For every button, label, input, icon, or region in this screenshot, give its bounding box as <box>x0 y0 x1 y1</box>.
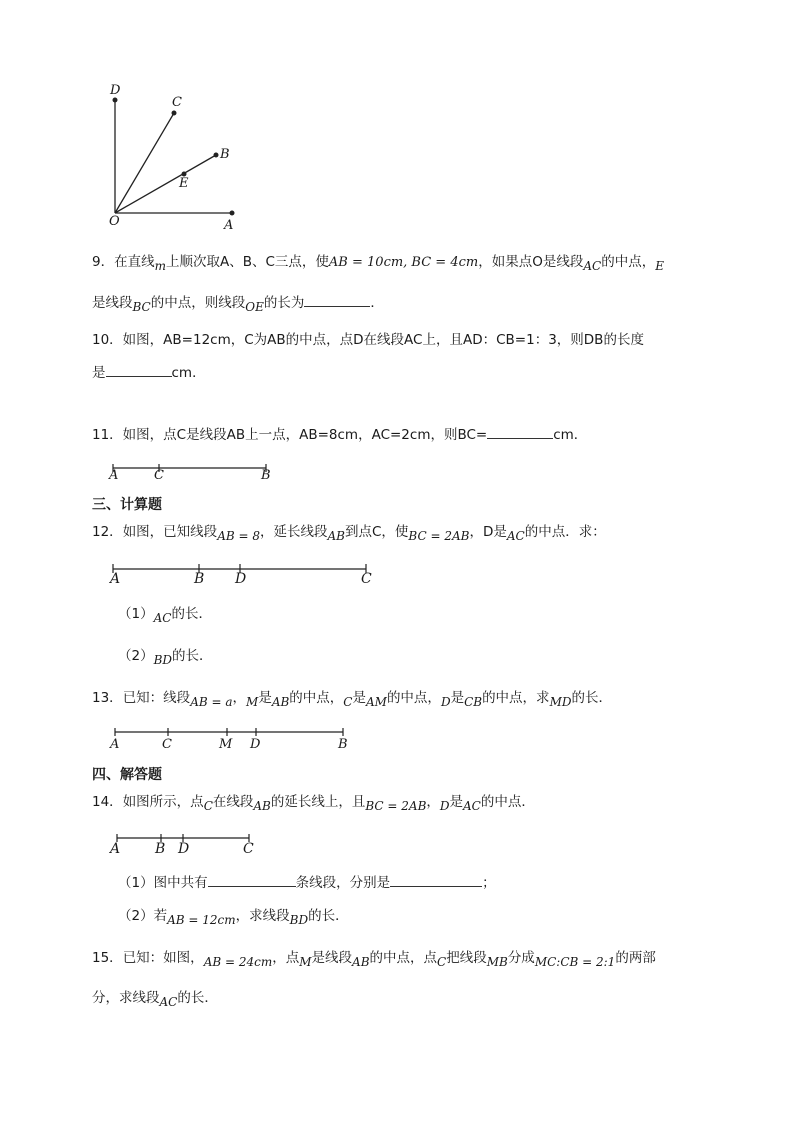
q14-label-a: A <box>110 841 121 857</box>
question-13: 13．已知：线段AB = a，M是AB的中点，C是AM的中点，D是CB的中点，求MD的长． <box>92 690 612 709</box>
q12-label-c: C <box>361 571 372 587</box>
point-label-c: C <box>172 95 182 110</box>
answer-blank-q11[interactable] <box>487 424 553 439</box>
q13-label-b: B <box>338 737 348 752</box>
point-label-b: B <box>220 147 230 162</box>
q14-label-c: C <box>243 841 254 857</box>
question-14: 14．如图所示，点C在线段AB的延长线上，且BC = 2AB，D是AC的中点． <box>92 794 535 813</box>
point-label-e: E <box>179 176 189 191</box>
section-heading-3: 三、计算题 <box>92 497 162 513</box>
q12-part-2: （2）BD的长． <box>118 648 213 667</box>
q13-label-c: C <box>162 737 172 752</box>
q14-part-1: （1）图中共有 条线段，分别是 ； <box>118 872 496 893</box>
answer-blank-q14-count[interactable] <box>208 872 296 887</box>
q11-label-b: B <box>261 468 271 483</box>
q14-label-d: D <box>178 841 190 857</box>
q13-label-d: D <box>250 737 261 752</box>
answer-blank-q14-list[interactable] <box>390 872 482 887</box>
section-heading-4: 四、解答题 <box>92 767 162 783</box>
q14-part-2: （2）若AB = 12cm，求线段BD的长． <box>118 908 349 927</box>
question-9-line2: 是线段BC的中点，则线段OE的长为 ． <box>92 292 384 313</box>
answer-blank-q9[interactable] <box>304 292 370 307</box>
question-9-line1: 9．在直线m上顺次取A、B、C三点，使AB = 10cm, BC = 4cm，如果点O是线段AC的中点，E <box>92 254 664 273</box>
point-label-o: O <box>109 214 120 229</box>
point-label-d: D <box>110 83 121 98</box>
q12-label-d: D <box>235 571 247 587</box>
question-12: 12．如图，已知线段AB = 8，延长线段AB到点C，使BC = 2AB，D是AC的中点．求： <box>92 524 606 543</box>
q13-label-m: M <box>219 737 233 752</box>
angle-figure-lines <box>0 0 794 240</box>
q12-part-1: （1）AC的长． <box>118 606 212 625</box>
question-10-line2: 是 cm． <box>92 362 206 383</box>
question-11: 11．如图，点C是线段AB上一点，AB=8cm，AC=2cm，则BC= cm． <box>92 424 587 445</box>
answer-blank-q10[interactable] <box>106 362 172 377</box>
question-15-line2: 分，求线段AC的长． <box>92 990 218 1009</box>
q11-label-a: A <box>109 468 119 483</box>
q14-label-b: B <box>155 841 166 857</box>
question-15-line1: 15．已知：如图，AB = 24cm，点M是线段AB的中点，点C把线段MB分成MC:CB = 2:1的两部 <box>92 950 656 969</box>
q13-label-a: A <box>110 737 120 752</box>
q12-label-b: B <box>194 571 205 587</box>
point-label-a: A <box>224 218 234 233</box>
question-10-line1: 10．如图，AB=12cm，C为AB的中点，点D在线段AC上，且AD：CB=1：3，则DB的长度 <box>92 332 644 348</box>
q12-label-a: A <box>110 571 121 587</box>
q11-label-c: C <box>154 468 164 483</box>
